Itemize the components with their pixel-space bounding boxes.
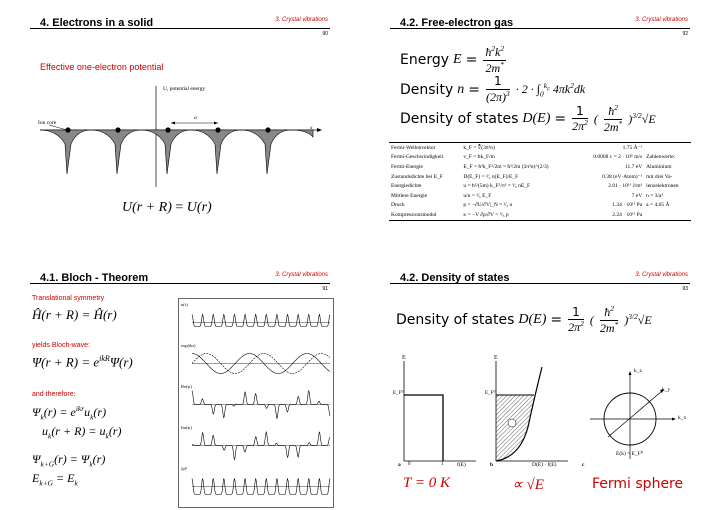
caption-zero-temperature: T = 0 K (403, 475, 450, 491)
energy-label: Energy (400, 52, 450, 69)
property-name: Fermi-Wellenvektor (391, 144, 436, 151)
bloch-wave-plots (178, 298, 334, 508)
slide-free-electron-gas (360, 0, 720, 255)
dos-ef-label: E_F⁰ (485, 391, 496, 396)
potential-axis-label: U, potential energy (163, 86, 206, 92)
slide-title: 4.1. Bloch - Theorem (40, 272, 149, 284)
property-value: 2.01 · 10¹¹ J/m³ (608, 183, 643, 190)
table-row (389, 153, 691, 163)
property-name: Druck (391, 202, 405, 209)
property-note (644, 143, 691, 153)
page-number: 90 (322, 31, 328, 37)
title-rule (390, 28, 690, 29)
section-label: 3. Crystal vibrations (275, 272, 328, 278)
property-note: n = 3/a³ (646, 192, 664, 199)
caption-sqrt-e: ∝ √E (512, 477, 544, 493)
property-value: 11.7 eV (624, 163, 643, 170)
page-number: 92 (682, 31, 688, 37)
occupied-dos-plot (490, 357, 572, 469)
fermi-surface-equation: E(k) = E_F⁰ (616, 451, 643, 457)
periodic-potential-figure (35, 82, 325, 192)
energy-formula: Energy E = $\frac{ħ^2k^2}{2m^*}$ (400, 44, 505, 75)
caption-fermi-sphere: Fermi sphere (592, 476, 684, 492)
title-rule (30, 28, 330, 29)
table-row (389, 143, 691, 153)
property-formula: D(E_F) = ³⁄₂ n(E_F)/E_F (463, 173, 519, 180)
plot-label: Im(ψ) (181, 425, 192, 430)
property-note: mit drei Va- (646, 173, 673, 180)
page-number: 91 (322, 286, 328, 292)
hamiltonian-symmetry-formula: Ĥ(r + R) = Ĥ(r) (32, 307, 117, 322)
property-name: Fermi-Energie (391, 163, 423, 170)
property-formula: p = −∂U/∂V|_N = ²⁄₃ u (463, 202, 513, 209)
table-row (389, 162, 691, 172)
density-label: Density (400, 81, 454, 98)
kz-label: k_z (634, 368, 642, 374)
slide-title: 4. Electrons in a solid (40, 17, 154, 29)
density-formula: Density n = $\frac{1}{(2\pi)^3}$ · $2 \cdot \int_0^{k_F}$ $4\pi k^2dk$ (400, 74, 586, 104)
property-name: Zustandsdichte bei E_F (391, 173, 443, 180)
property-name: Energiedichte (391, 183, 422, 190)
slide-bloch-theorem (0, 255, 360, 510)
text-translational-symmetry: Translational symmetry (32, 295, 105, 302)
fermi-x-label: f(E) (457, 462, 466, 468)
ion-core-label: Ion core (38, 120, 57, 126)
kx-label: k_x (678, 415, 687, 421)
property-name: Mittlere Energie (391, 192, 428, 199)
property-value: 7 eV (631, 192, 643, 199)
table-row (389, 210, 691, 220)
plots-frame (179, 299, 334, 508)
property-note: lenzelektronen (646, 183, 679, 190)
property-name: Fermi-Geschwindigkeit (391, 154, 444, 161)
section-label: 3. Crystal vibrations (635, 272, 688, 278)
bloch-function-formulas (32, 402, 121, 444)
plot-label: |ψ|² (181, 466, 187, 471)
table-row (389, 181, 691, 191)
plot-label: exp(ikr) (181, 343, 196, 348)
property-note: Zahlenwerte: (646, 154, 676, 161)
table-row (389, 201, 691, 211)
property-formula: k_F = ∛(3π²n) (463, 144, 495, 151)
wave-curve (192, 315, 330, 327)
fermi-y-label: E (402, 355, 406, 361)
property-formula: u/n = ³⁄₅ E_F (463, 192, 492, 199)
property-formula: κ = −V ∂p/∂V = ⁵⁄₃ p (463, 211, 509, 218)
property-formula: v_F = ħk_F/m (463, 154, 495, 161)
x-axis-label: x (310, 125, 313, 131)
dos-label: Density of states (400, 111, 519, 128)
title-rule (390, 283, 690, 284)
dos-label: Density of states (396, 312, 515, 329)
dos-y-label: E (494, 355, 498, 361)
ion-core-2 (115, 127, 120, 132)
reciprocal-lattice-formulas (32, 452, 105, 491)
formula-eq: = (175, 200, 184, 215)
wavefunction-periodicity-formula: $\Psi_{k+G}(r) = \Psi_k(r)$ (32, 452, 106, 469)
dos-formula: Density of states D(E) = $\frac{1}{2\pi^2}$ ( $\frac{ħ^2}{2m^*}$ )$^{3/2}$√E (400, 103, 656, 134)
text-therefore: and therefore: (32, 391, 76, 398)
dos-formula: Density of states D(E) = $\frac{1}{2\pi^2}$ ( $\frac{ħ^2}{2m^*}$ )$^{3/2}$√E (396, 304, 652, 335)
page-number: 93 (682, 286, 688, 292)
formula-lhs: U(r + R) (122, 200, 172, 215)
dos-x-label: D(E) · f(E) (532, 462, 557, 468)
free-electron-properties-table (389, 142, 691, 221)
periodic-part-formula: $u_k(r + R) = u_k(r)$ (42, 424, 122, 441)
property-note: a = 4.05 Å (646, 202, 670, 209)
property-value: 1.34 · 10¹¹ Pa (612, 202, 643, 209)
periodicity-formula (122, 200, 212, 216)
fermi-one-tick: 1 (441, 462, 444, 467)
property-name: Kompressionsmodul (391, 211, 437, 218)
fig-tag-c: c (582, 462, 585, 468)
section-label: 3. Crystal vibrations (275, 17, 328, 23)
fig-tag-b: b (490, 462, 494, 468)
slide-title: 4.2. Density of states (400, 272, 510, 284)
ion-core-3 (165, 127, 170, 132)
slide-subtitle: Effective one-electron potential (40, 62, 164, 72)
property-formula: u = ħ²/(5m) k_F⁵/π² = ³⁄₅ nE_F (463, 183, 531, 190)
fermi-ef-label: E_F⁰ (393, 391, 404, 396)
property-value: 1.75 Å⁻¹ (622, 144, 643, 151)
dos-marker (508, 419, 516, 427)
plot-label: u(r) (181, 302, 188, 307)
fermi-function-plot (398, 357, 480, 469)
text-bloch-wave: yields Bloch-wave: (32, 342, 90, 349)
property-note: Aluminium (646, 163, 672, 170)
fermi-step-curve (404, 395, 443, 461)
fermi-zero-tick: 0 (408, 462, 411, 467)
fig-tag-a: a (398, 462, 401, 468)
bloch-function-formula: $\Psi_k(r) = e^{ikr}u_k(r)$ (32, 404, 107, 422)
potential-wells (40, 130, 313, 174)
ion-core-5 (265, 127, 270, 132)
ion-core-4 (215, 127, 220, 132)
formula-rhs: U(r) (186, 200, 212, 215)
section-label: 3. Crystal vibrations (635, 17, 688, 23)
table-row (389, 191, 691, 201)
property-value: 0.0068 c = 2 · 10⁶ m/s (593, 154, 643, 161)
plot-label: Re(ψ) (181, 384, 192, 389)
title-rule (30, 283, 330, 284)
property-note (644, 210, 691, 220)
energy-periodicity-formula: $E_{k+G} = E_k$ (32, 471, 78, 488)
slide-density-of-states (360, 255, 720, 510)
slide-title: 4.2. Free-electron gas (400, 17, 514, 29)
lattice-constant-label: a (194, 115, 197, 121)
ky-label: k_y (662, 387, 671, 393)
slide-electrons-in-solid (0, 0, 360, 255)
property-value: 0.38 (eV·Atom)⁻¹ (602, 173, 643, 180)
bloch-wave-formula: $\Psi(r + R) = e^{ikR}\Psi(r)$ (32, 354, 133, 370)
table-row (389, 172, 691, 182)
property-formula: E_F = ħ²k_F²/2m = ħ²/2m (3π²n)^(2/3) (463, 163, 549, 170)
property-value: 2.24 · 10¹¹ Pa (612, 211, 643, 218)
x-axis-arrow (317, 128, 322, 132)
